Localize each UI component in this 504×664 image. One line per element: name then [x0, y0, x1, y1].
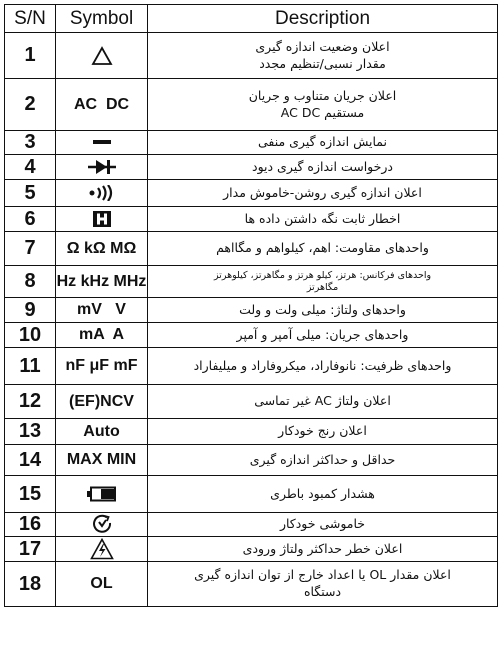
- row-symbol: [56, 232, 148, 266]
- row-sn: 12: [5, 385, 56, 419]
- row-symbol: [56, 180, 148, 207]
- description-line: اعلان اندازه گیری روشن-خاموش مدار: [223, 184, 422, 200]
- row-sn: 14: [5, 445, 56, 476]
- description-line: مگاهرتز: [306, 281, 339, 293]
- table-row: [5, 348, 498, 385]
- table-row: [5, 155, 498, 180]
- header-description: Description: [148, 5, 498, 33]
- row-symbol: [56, 476, 148, 513]
- description-line: واحدهای ولتاژ: میلی ولت و ولت: [239, 301, 406, 317]
- row-sn: 18: [5, 562, 56, 607]
- triangle-icon: [91, 47, 113, 64]
- row-sn: 1: [5, 33, 56, 79]
- symbol-text: Auto: [83, 422, 120, 440]
- row-sn: 5: [5, 180, 56, 207]
- row-description: [148, 180, 498, 207]
- row-sn: 16: [5, 513, 56, 537]
- row-symbol: [56, 155, 148, 180]
- symbol-text: (EF)NCV: [69, 392, 134, 410]
- row-symbol: [56, 513, 148, 537]
- row-description: [148, 298, 498, 323]
- description-line: درخواست اندازه گیری دیود: [252, 158, 393, 174]
- battery-low-icon: [87, 485, 117, 502]
- description-line: اعلان مقدار OL یا اعداد خارج از توان اندازه گیری: [194, 567, 451, 583]
- symbol-text: mA A: [78, 326, 125, 343]
- row-description: [148, 513, 498, 537]
- row-description: [148, 419, 498, 445]
- description-line: مستقیم AC DC: [280, 104, 365, 120]
- row-symbol: [56, 207, 148, 232]
- row-symbol: [56, 445, 148, 476]
- row-description: [148, 207, 498, 232]
- table-body: [5, 33, 498, 607]
- continuity-icon: [88, 184, 116, 201]
- table-row: [5, 33, 498, 79]
- hold-icon: [92, 210, 112, 227]
- row-sn: 2: [5, 79, 56, 131]
- row-sn: 3: [5, 131, 56, 155]
- row-sn: 15: [5, 476, 56, 513]
- description-line: هشدار کمبود باطری: [270, 485, 375, 501]
- symbol-text: Hz kHz MHz: [56, 272, 147, 290]
- row-description: [148, 562, 498, 607]
- row-description: [148, 232, 498, 266]
- row-symbol: [56, 266, 148, 298]
- row-symbol: [56, 348, 148, 385]
- description-line: خاموشی خودکار: [279, 516, 366, 532]
- symbol-text: OL: [90, 575, 113, 592]
- symbol-text: mV V: [77, 301, 126, 318]
- description-line: اعلان جریان متناوب و جریان: [248, 87, 397, 103]
- header-sn: S/N: [5, 5, 56, 33]
- row-sn: 10: [5, 323, 56, 348]
- row-sn: 8: [5, 266, 56, 298]
- row-sn: 4: [5, 155, 56, 180]
- table-row: [5, 232, 498, 266]
- row-symbol: [56, 562, 148, 607]
- symbol-text: Ω kΩ MΩ: [66, 239, 137, 257]
- table-row: [5, 537, 498, 562]
- row-symbol: [56, 419, 148, 445]
- symbol-text: MAX MIN: [66, 451, 137, 468]
- table-row: [5, 513, 498, 537]
- table-row: [5, 419, 498, 445]
- row-symbol: [56, 33, 148, 79]
- table-row: [5, 323, 498, 348]
- table-row: [5, 180, 498, 207]
- table-row: [5, 445, 498, 476]
- row-symbol: [56, 298, 148, 323]
- row-description: [148, 385, 498, 419]
- table-row: [5, 385, 498, 419]
- table-row: [5, 298, 498, 323]
- row-symbol: [56, 79, 148, 131]
- table-row: [5, 207, 498, 232]
- diode-icon: [87, 158, 117, 175]
- description-line: واحدهای مقاومت: اهم، کیلواهم و مگااهم: [216, 240, 429, 256]
- row-description: [148, 348, 498, 385]
- symbol-table: [4, 4, 498, 607]
- row-description: [148, 33, 498, 79]
- row-sn: 11: [5, 348, 56, 385]
- row-description: [148, 79, 498, 131]
- description-line: اخطار ثابت نگه داشتن داده ها: [244, 210, 401, 226]
- description-line: اعلان ولتاژ AC غیر تماسی: [254, 393, 391, 409]
- row-sn: 7: [5, 232, 56, 266]
- description-line: واحدهای جریان: میلی آمپر و آمپر: [236, 326, 409, 342]
- row-symbol: [56, 131, 148, 155]
- minus-icon: [92, 134, 112, 151]
- symbol-text: AC DC: [73, 95, 130, 113]
- description-line: واحدهای فرکانس: هرتز، کیلو هرتز و مگاهرتز، کیلوهرتز: [213, 270, 432, 282]
- high-voltage-icon: [90, 540, 114, 557]
- row-description: [148, 155, 498, 180]
- row-description: [148, 131, 498, 155]
- symbol-text: nF μF mF: [65, 357, 138, 374]
- row-description: [148, 323, 498, 348]
- description-line: واحدهای ظرفیت: نانوفاراد، میکروفاراد و میلیفاراد: [193, 357, 452, 373]
- row-symbol: [56, 385, 148, 419]
- description-line: اعلان وضعیت اندازه گیری: [255, 38, 390, 54]
- header-symbol: Symbol: [56, 5, 148, 33]
- row-sn: 9: [5, 298, 56, 323]
- row-description: [148, 476, 498, 513]
- description-line: مقدار نسبی/تنظیم مجدد: [259, 55, 386, 71]
- row-sn: 13: [5, 419, 56, 445]
- description-line: نمایش اندازه گیری منفی: [257, 134, 388, 150]
- auto-off-icon: [91, 516, 113, 533]
- table-row: [5, 476, 498, 513]
- row-symbol: [56, 323, 148, 348]
- row-symbol: [56, 537, 148, 562]
- row-description: [148, 445, 498, 476]
- table-row: [5, 266, 498, 298]
- description-line: حداقل و حداکثر اندازه گیری: [249, 451, 396, 467]
- row-sn: 17: [5, 537, 56, 562]
- description-line: دستگاه: [303, 584, 342, 599]
- row-description: [148, 266, 498, 298]
- table-row: [5, 79, 498, 131]
- table-row: [5, 562, 498, 607]
- description-line: اعلان رنج خودکار: [278, 423, 367, 439]
- header-row: [5, 5, 498, 33]
- row-description: [148, 537, 498, 562]
- description-line: اعلان خطر حداکثر ولتاژ ورودی: [242, 540, 403, 556]
- table-row: [5, 131, 498, 155]
- row-sn: 6: [5, 207, 56, 232]
